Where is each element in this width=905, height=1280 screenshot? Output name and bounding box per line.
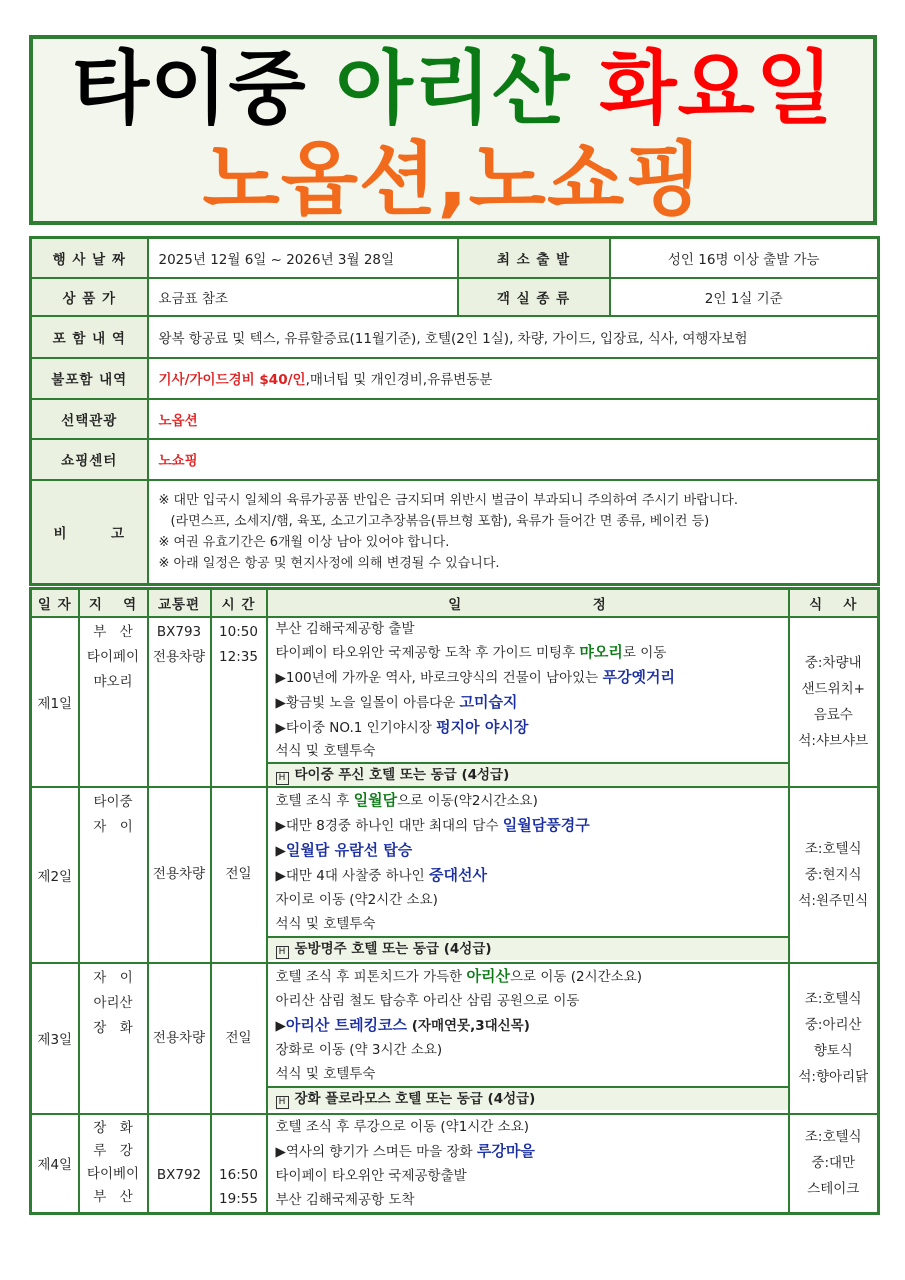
itinerary-line: [268, 964, 788, 989]
itinerary-text: 호텔 조식 후: [275, 792, 354, 809]
region: 자 이: [93, 818, 133, 835]
title-banner: [29, 35, 877, 225]
guide-fee-text: 기사/가이드경비 $40/인: [158, 372, 306, 388]
option-label: 선택관광: [31, 399, 148, 439]
remarks-value: [148, 480, 879, 585]
info-row-remarks: [31, 480, 879, 585]
banner-title-part3: 화요일: [599, 42, 835, 135]
itinerary-text: ▶100년에 가까운 역사, 바로크양식의 건물이 남아있는: [275, 669, 603, 686]
meal: 샌드위치+: [801, 680, 865, 697]
itinerary-line: [268, 813, 788, 838]
highlight-place: 중대선사: [429, 865, 487, 884]
itinerary-line: [268, 1139, 788, 1164]
highlight-place: 일월담: [353, 790, 398, 809]
itinerary-text: ▶: [275, 842, 286, 859]
day1-row: [31, 617, 879, 787]
included-label: 포 함 내 역: [31, 316, 148, 358]
itinerary-line: [268, 665, 788, 690]
info-table: [29, 236, 880, 586]
highlight-place: 먀오리: [579, 642, 623, 661]
hotel-icon: H: [276, 1096, 289, 1109]
itinerary-text: 로 이동: [622, 644, 667, 661]
itinerary-line: [268, 838, 788, 863]
meal: 음료수: [813, 706, 853, 723]
itinerary-text: ▶황금빛 노을 일몰이 아름다운: [275, 694, 460, 711]
itinerary-line: 부산 김해국제공항 출발: [275, 620, 415, 637]
itinerary-text: 호텔 조식 후 피톤치드가 가득한: [275, 968, 467, 985]
day2-label: 제2일: [31, 787, 79, 963]
day2-transport: 전용차량: [148, 787, 211, 963]
day4-row: [31, 1114, 879, 1214]
remark-line: ※ 여권 유효기간은 6개월 이상 남아 있어야 합니다.: [158, 534, 450, 550]
transport-vehicle: 전용차량: [152, 648, 206, 665]
time: 10:50: [219, 623, 258, 640]
itinerary-text: 으로 이동(약2시간소요): [397, 792, 538, 809]
min-departure-value: 성인 16명 이상 출발 가능: [610, 238, 879, 278]
meal: 조:호텔식: [804, 1129, 862, 1146]
shopping-label: 쇼핑센터: [31, 439, 148, 480]
meal: 중:아리산: [804, 1017, 862, 1033]
region: 타이베이: [86, 1165, 140, 1182]
info-row-excluded: [31, 358, 879, 399]
region: 먀오리: [93, 673, 133, 690]
region: 장 화: [93, 1019, 133, 1036]
day4-meals: [789, 1114, 879, 1214]
flight-number: BX793: [156, 623, 202, 640]
min-departure-label: 최 소 출 발: [458, 238, 610, 278]
region: 타이중: [93, 793, 133, 810]
day1-hotel: [268, 762, 788, 786]
excluded-label: 불포함 내역: [31, 358, 148, 399]
header-transport: 교통편: [148, 589, 211, 617]
day2-time: 전일: [211, 787, 267, 963]
region: 타이페이: [86, 648, 140, 665]
day4-transport: BX792: [148, 1114, 211, 1214]
day3-row: [31, 963, 879, 1114]
itinerary-text: 타이페이 타오위안 국제공항 도착 후 가이드 미팅후: [275, 644, 580, 661]
room-value: 2인 1실 기준: [610, 278, 879, 316]
region: 자 이: [93, 969, 133, 986]
price-label: 상 품 가: [31, 278, 148, 316]
included-value: 왕복 항공료 및 텍스, 유류할증료(11월기준), 호텔(2인 1실), 차량, 가이드, 입장료, 식사, 여행자보험: [148, 316, 879, 358]
remark-line: ※ 대만 입국시 일체의 육류가공품 반입은 금지되며 위반시 벌금이 부과되니 주의하여 주시기 바랍니다.: [158, 492, 738, 508]
day4-regions: [79, 1114, 148, 1214]
header-day: 일 자: [31, 589, 79, 617]
day1-label: 제1일: [31, 617, 79, 787]
day3-itinerary: [267, 963, 789, 1114]
itinerary-line: 타이페이 타오위안 국제공항출발: [275, 1167, 467, 1184]
itinerary-line: 장화로 이동 (약 3시간 소요): [275, 1041, 443, 1058]
itinerary-line: 자이로 이동 (약2시간 소요): [275, 891, 438, 908]
banner-subtitle: 노옵션,노쇼핑: [202, 133, 704, 226]
itinerary-line: 석식 및 호텔투숙: [275, 742, 376, 759]
header-meal: 식 사: [789, 589, 879, 617]
day1-times: [211, 617, 267, 787]
highlight-place: 펑지아 야시장: [436, 717, 529, 736]
itinerary-text: ▶대만 8경중 하나인 대만 최대의 담수: [275, 817, 503, 834]
meal: 조:호텔식: [804, 991, 862, 1007]
highlight-place: 푸강옛거리: [602, 667, 675, 686]
hotel-icon: H: [276, 946, 289, 959]
excluded-rest-text: ,매너팁 및 개인경비,유류변동분: [305, 372, 493, 388]
region: 부 산: [93, 623, 133, 640]
itinerary-line: [268, 1013, 788, 1038]
meal: 스테이크: [807, 1181, 860, 1198]
day2-meals: [789, 787, 879, 963]
hotel-name: 타이중 푸신 호텔 또는 동급 (4성급): [294, 766, 510, 783]
itinerary-text: ▶역사의 향기가 스며든 마을 장화: [275, 1143, 477, 1160]
highlight-place: 아리산: [466, 966, 510, 985]
info-row-shopping: [31, 439, 879, 480]
schedule-table: [29, 587, 880, 1215]
time: 12:35: [219, 648, 258, 665]
price-value: 요금표 참조: [148, 278, 458, 316]
itinerary-line: [268, 640, 788, 665]
meal: 석:향아리닭: [798, 1069, 869, 1085]
itinerary-line: 석식 및 호텔투숙: [275, 915, 376, 932]
option-value: [148, 399, 879, 439]
itinerary-line: [268, 788, 788, 813]
itinerary-text: ▶타이중 NO.1 인기야시장: [275, 719, 437, 736]
info-row-date: [31, 238, 879, 278]
meal: 향토식: [813, 1043, 853, 1059]
region: 부 산: [93, 1188, 133, 1205]
info-row-price: [31, 278, 879, 316]
day2-hotel: [268, 936, 788, 960]
room-label: 객 실 종 류: [458, 278, 610, 316]
meal: 조:호텔식: [804, 840, 862, 857]
itinerary-text: 으로 이동 (2시간소요): [509, 968, 643, 985]
day2-itinerary: [267, 787, 789, 963]
meal: 중:현지식: [804, 866, 862, 883]
day3-time: 전일: [211, 963, 267, 1114]
day1-itinerary: [267, 617, 789, 787]
shopping-value: [148, 439, 879, 480]
day3-regions: [79, 963, 148, 1114]
highlight-place: 일월담풍경구: [502, 815, 590, 834]
itinerary-text: (자매연못,3대신목): [407, 1017, 530, 1034]
highlight-place: 루강마을: [476, 1141, 535, 1160]
day4-label: 제4일: [31, 1114, 79, 1214]
day1-meals: [789, 617, 879, 787]
hotel-name: 장화 플로라모스 호텔 또는 동급 (4성급): [294, 1090, 536, 1107]
itinerary-text: ▶대만 4대 사찰중 하나인: [275, 867, 430, 884]
time: 19:55: [219, 1190, 258, 1207]
header-time: 시 간: [211, 589, 267, 617]
banner-title-part2: 아리산: [335, 42, 571, 135]
day1-transport: [148, 617, 211, 787]
itinerary-line: 호텔 조식 후 루강으로 이동 (약1시간 소요): [275, 1118, 530, 1135]
day3-hotel: [268, 1086, 788, 1110]
highlight-place: 일월담 유람선 탑승: [285, 840, 413, 859]
meal: 중:대만: [811, 1155, 856, 1172]
day2-row: [31, 787, 879, 963]
date-value: 2025년 12월 6일 ~ 2026년 3월 28일: [148, 238, 458, 278]
region: 장 화: [93, 1119, 133, 1136]
hotel-name: 동방명주 호텔 또는 동급 (4성급): [294, 940, 492, 957]
remark-line: (라면스프, 소세지/햄, 육포, 소고기고추장볶음(튜브형 포함), 육류가 들어간 면 종류, 베이컨 등): [170, 513, 710, 529]
highlight-place: 고미습지: [459, 692, 518, 711]
itinerary-line: [268, 863, 788, 888]
itinerary-line: 부산 김해국제공항 도착: [275, 1191, 415, 1208]
region: 아리산: [93, 994, 133, 1011]
banner-title-part1: 타이중: [71, 42, 307, 135]
time: 16:50: [219, 1166, 258, 1183]
day3-transport: 전용차량: [148, 963, 211, 1114]
excluded-value: [148, 358, 879, 399]
day1-regions: [79, 617, 148, 787]
remarks-label: 비 고: [31, 480, 148, 585]
info-row-option: [31, 399, 879, 439]
no-shopping-text: 노쇼핑: [158, 453, 198, 469]
itinerary-line: [268, 715, 788, 740]
hotel-icon: H: [276, 772, 289, 785]
header-region: 지 역: [79, 589, 148, 617]
day3-meals: [789, 963, 879, 1114]
itinerary-line: [268, 690, 788, 715]
day3-label: 제3일: [31, 963, 79, 1114]
day4-times: [211, 1114, 267, 1214]
meal: 중:차량내: [804, 654, 862, 671]
remark-line: ※ 아래 일정은 항공 및 현지사정에 의해 변경될 수 있습니다.: [158, 555, 500, 571]
no-option-text: 노옵션: [158, 412, 198, 429]
date-label: 행 사 날 짜: [31, 238, 148, 278]
schedule-header-row: [31, 589, 879, 617]
info-row-included: [31, 316, 879, 358]
itinerary-line: 아리산 삼림 철도 탑승후 아리산 삼림 공원으로 이동: [275, 992, 580, 1009]
meal: 석:샤브샤브: [798, 732, 869, 749]
itinerary-text: ▶: [275, 1017, 286, 1034]
day4-itinerary: [267, 1114, 789, 1214]
meal: 석:원주민식: [798, 892, 869, 909]
highlight-place: 아리산 트레킹코스: [285, 1015, 408, 1034]
day2-regions: [79, 787, 148, 963]
header-itinerary: 일 정: [267, 589, 789, 617]
region: 루 강: [93, 1142, 133, 1159]
banner-title: [33, 41, 873, 137]
itinerary-line: 석식 및 호텔투숙: [275, 1065, 376, 1082]
